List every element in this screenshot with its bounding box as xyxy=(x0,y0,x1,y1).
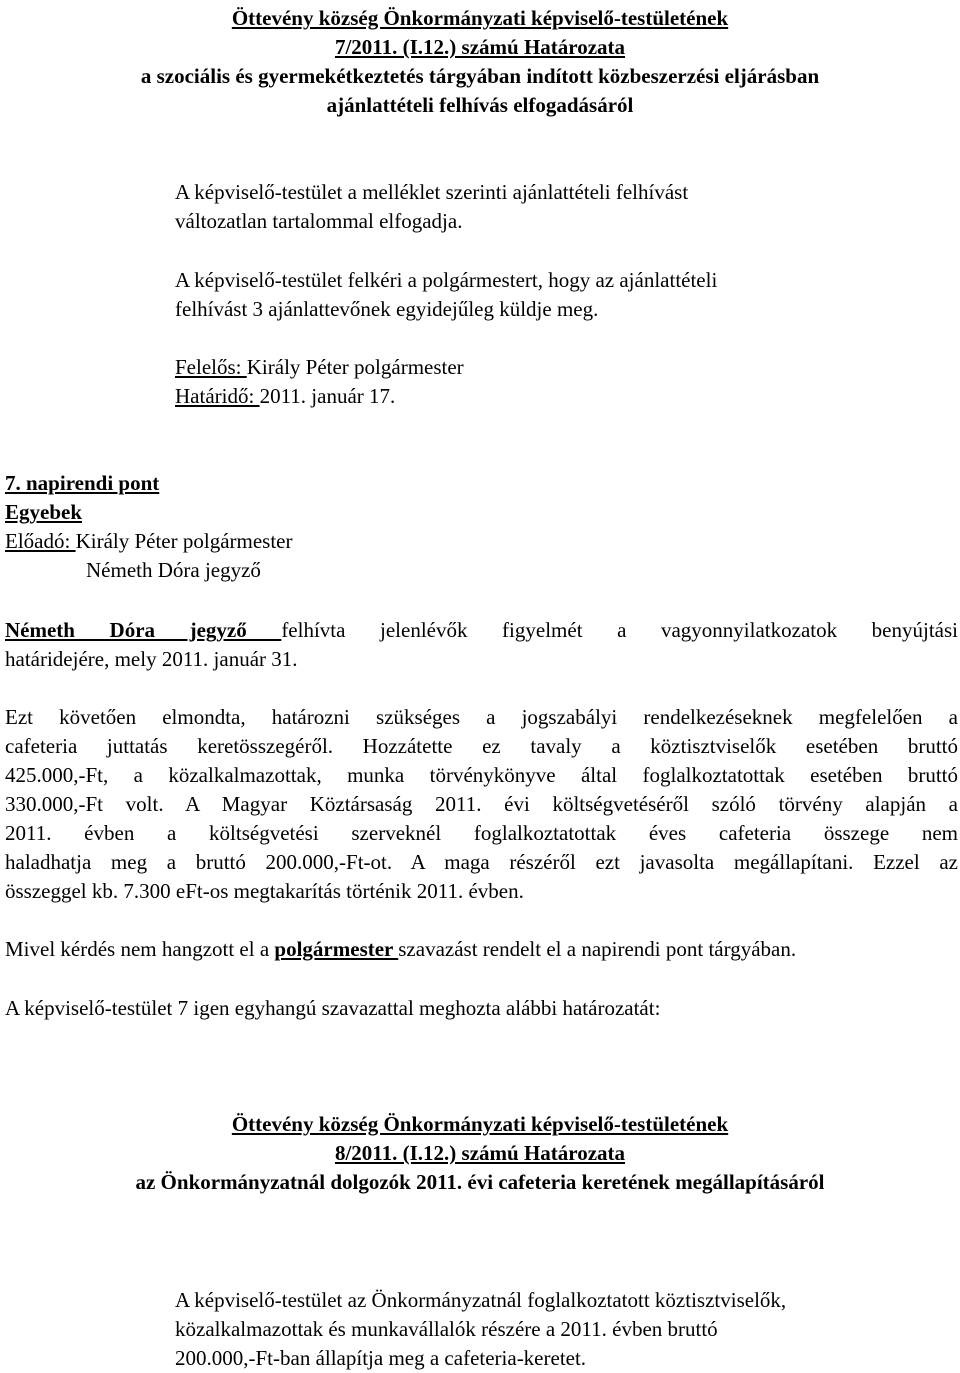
deadline-value: 2011. január 17. xyxy=(259,384,396,408)
heading2-subject: az Önkormányzatnál dolgozók 2011. évi cafeteria keretének megállapításáról xyxy=(135,1170,825,1194)
mayor-word: polgármester xyxy=(274,937,399,961)
resolution-heading-7 xyxy=(0,4,960,120)
presenter-2: Németh Dóra jegyző xyxy=(86,558,261,582)
body-paragraph-4 xyxy=(5,994,958,1023)
responsible-value: Király Péter polgármester xyxy=(246,355,464,379)
body-p1-line2: határidejére, mely 2011. január 31. xyxy=(5,647,298,671)
responsible-line xyxy=(175,353,935,382)
body-paragraph-1 xyxy=(5,616,958,674)
body-p1-line1-text: felhívta jelenlévők figyelmét a vagyonnyilatkozatok benyújtási xyxy=(281,618,958,642)
body-p2-line7: összeggel kb. 7.300 eFt-os megtakarítás történik 2011. évben. xyxy=(5,879,524,903)
resolution-7-para2-line1: A képviselő-testület felkéri a polgármestert, hogy az ajánlattételi xyxy=(175,268,718,292)
heading-subject: a szociális és gyermekétkeztetés tárgyában indított közbeszerzési eljárásban xyxy=(140,64,820,88)
resolution-7-responsible-block xyxy=(175,353,935,411)
presenter-2-line xyxy=(5,556,935,585)
notary-name: Németh Dóra jegyző xyxy=(5,618,282,642)
resolution-7-text-2 xyxy=(175,266,935,324)
resolution-8-line2: közalkalmazottak és munkavállalók részére a 2011. évben bruttó xyxy=(175,1317,718,1341)
body-p2-line2: cafeteria juttatás keretösszegéről. Hozzátette ez tavaly a köztisztviselők esetében bruttó xyxy=(5,734,958,758)
heading-subject-cont: ajánlattételi felhívás elfogadásáról xyxy=(326,93,634,117)
body-paragraph-2 xyxy=(5,703,958,906)
body-p4-line: A képviselő-testület 7 igen egyhangú szavazattal meghozta alábbi határozatát: xyxy=(5,996,661,1020)
body-p3-line xyxy=(5,935,958,964)
heading-resolution-number: 7/2011. (I.12.) számú Határozata xyxy=(334,35,626,59)
heading2-resolution-number: 8/2011. (I.12.) számú Határozata xyxy=(334,1141,626,1165)
body-p2-line5: 2011. évben a költségvetési szerveknél foglalkoztatottak éves cafeteria összege nem xyxy=(5,821,958,845)
resolution-8-text xyxy=(175,1286,935,1373)
agenda-subject: Egyebek xyxy=(5,500,83,524)
responsible-label: Felelős: xyxy=(175,355,247,379)
resolution-7-text xyxy=(175,178,935,236)
resolution-8-line1: A képviselő-testület az Önkormányzatnál foglalkoztatott köztisztviselők, xyxy=(175,1288,787,1312)
body-p1-line1 xyxy=(5,616,958,645)
resolution-heading-8 xyxy=(0,1110,960,1197)
heading2-council-name: Öttevény község Önkormányzati képviselő-testületének xyxy=(231,1112,729,1136)
body-p2-line1: Ezt követően elmondta, határozni szükséges a jogszabályi rendelkezéseknek megfelelően a xyxy=(5,705,958,729)
presenter-line xyxy=(5,527,935,556)
body-p2-line3: 425.000,-Ft, a közalkalmazottak, munka törvénykönyve által foglalkoztatottak esetében bruttó xyxy=(5,763,958,787)
body-p2-line4: 330.000,-Ft volt. A Magyar Köztársaság 2011. évi költségvetéséről szóló törvény alapján a xyxy=(5,792,958,816)
agenda-item-7 xyxy=(5,469,935,585)
deadline-line xyxy=(175,382,935,411)
body-p2-line6: haladhatja meg a bruttó 200.000,-Ft-ot. A maga részéről ezt javasolta megállapítani. Ezzel az xyxy=(5,850,958,874)
agenda-title: 7. napirendi pont xyxy=(5,471,160,495)
resolution-7-para2-line2: felhívást 3 ajánlattevőnek egyidejűleg küldje meg. xyxy=(175,297,599,321)
resolution-7-para1-line2: változatlan tartalommal elfogadja. xyxy=(175,209,463,233)
presenter-label: Előadó: xyxy=(5,529,76,553)
deadline-label: Határidő: xyxy=(175,384,260,408)
resolution-8-line3: 200.000,-Ft-ban állapítja meg a cafeteria-keretet. xyxy=(175,1346,587,1370)
presenter-1: Király Péter polgármester xyxy=(75,529,293,553)
heading-council-name: Öttevény község Önkormányzati képviselő-testületének xyxy=(231,6,729,30)
body-paragraph-3 xyxy=(5,935,958,964)
resolution-7-para1-line1: A képviselő-testület a melléklet szerinti ajánlattételi felhívást xyxy=(175,180,689,204)
body-p3-pre: Mivel kérdés nem hangzott el a xyxy=(5,937,275,961)
body-p3-post: szavazást rendelt el a napirendi pont tárgyában. xyxy=(398,937,797,961)
